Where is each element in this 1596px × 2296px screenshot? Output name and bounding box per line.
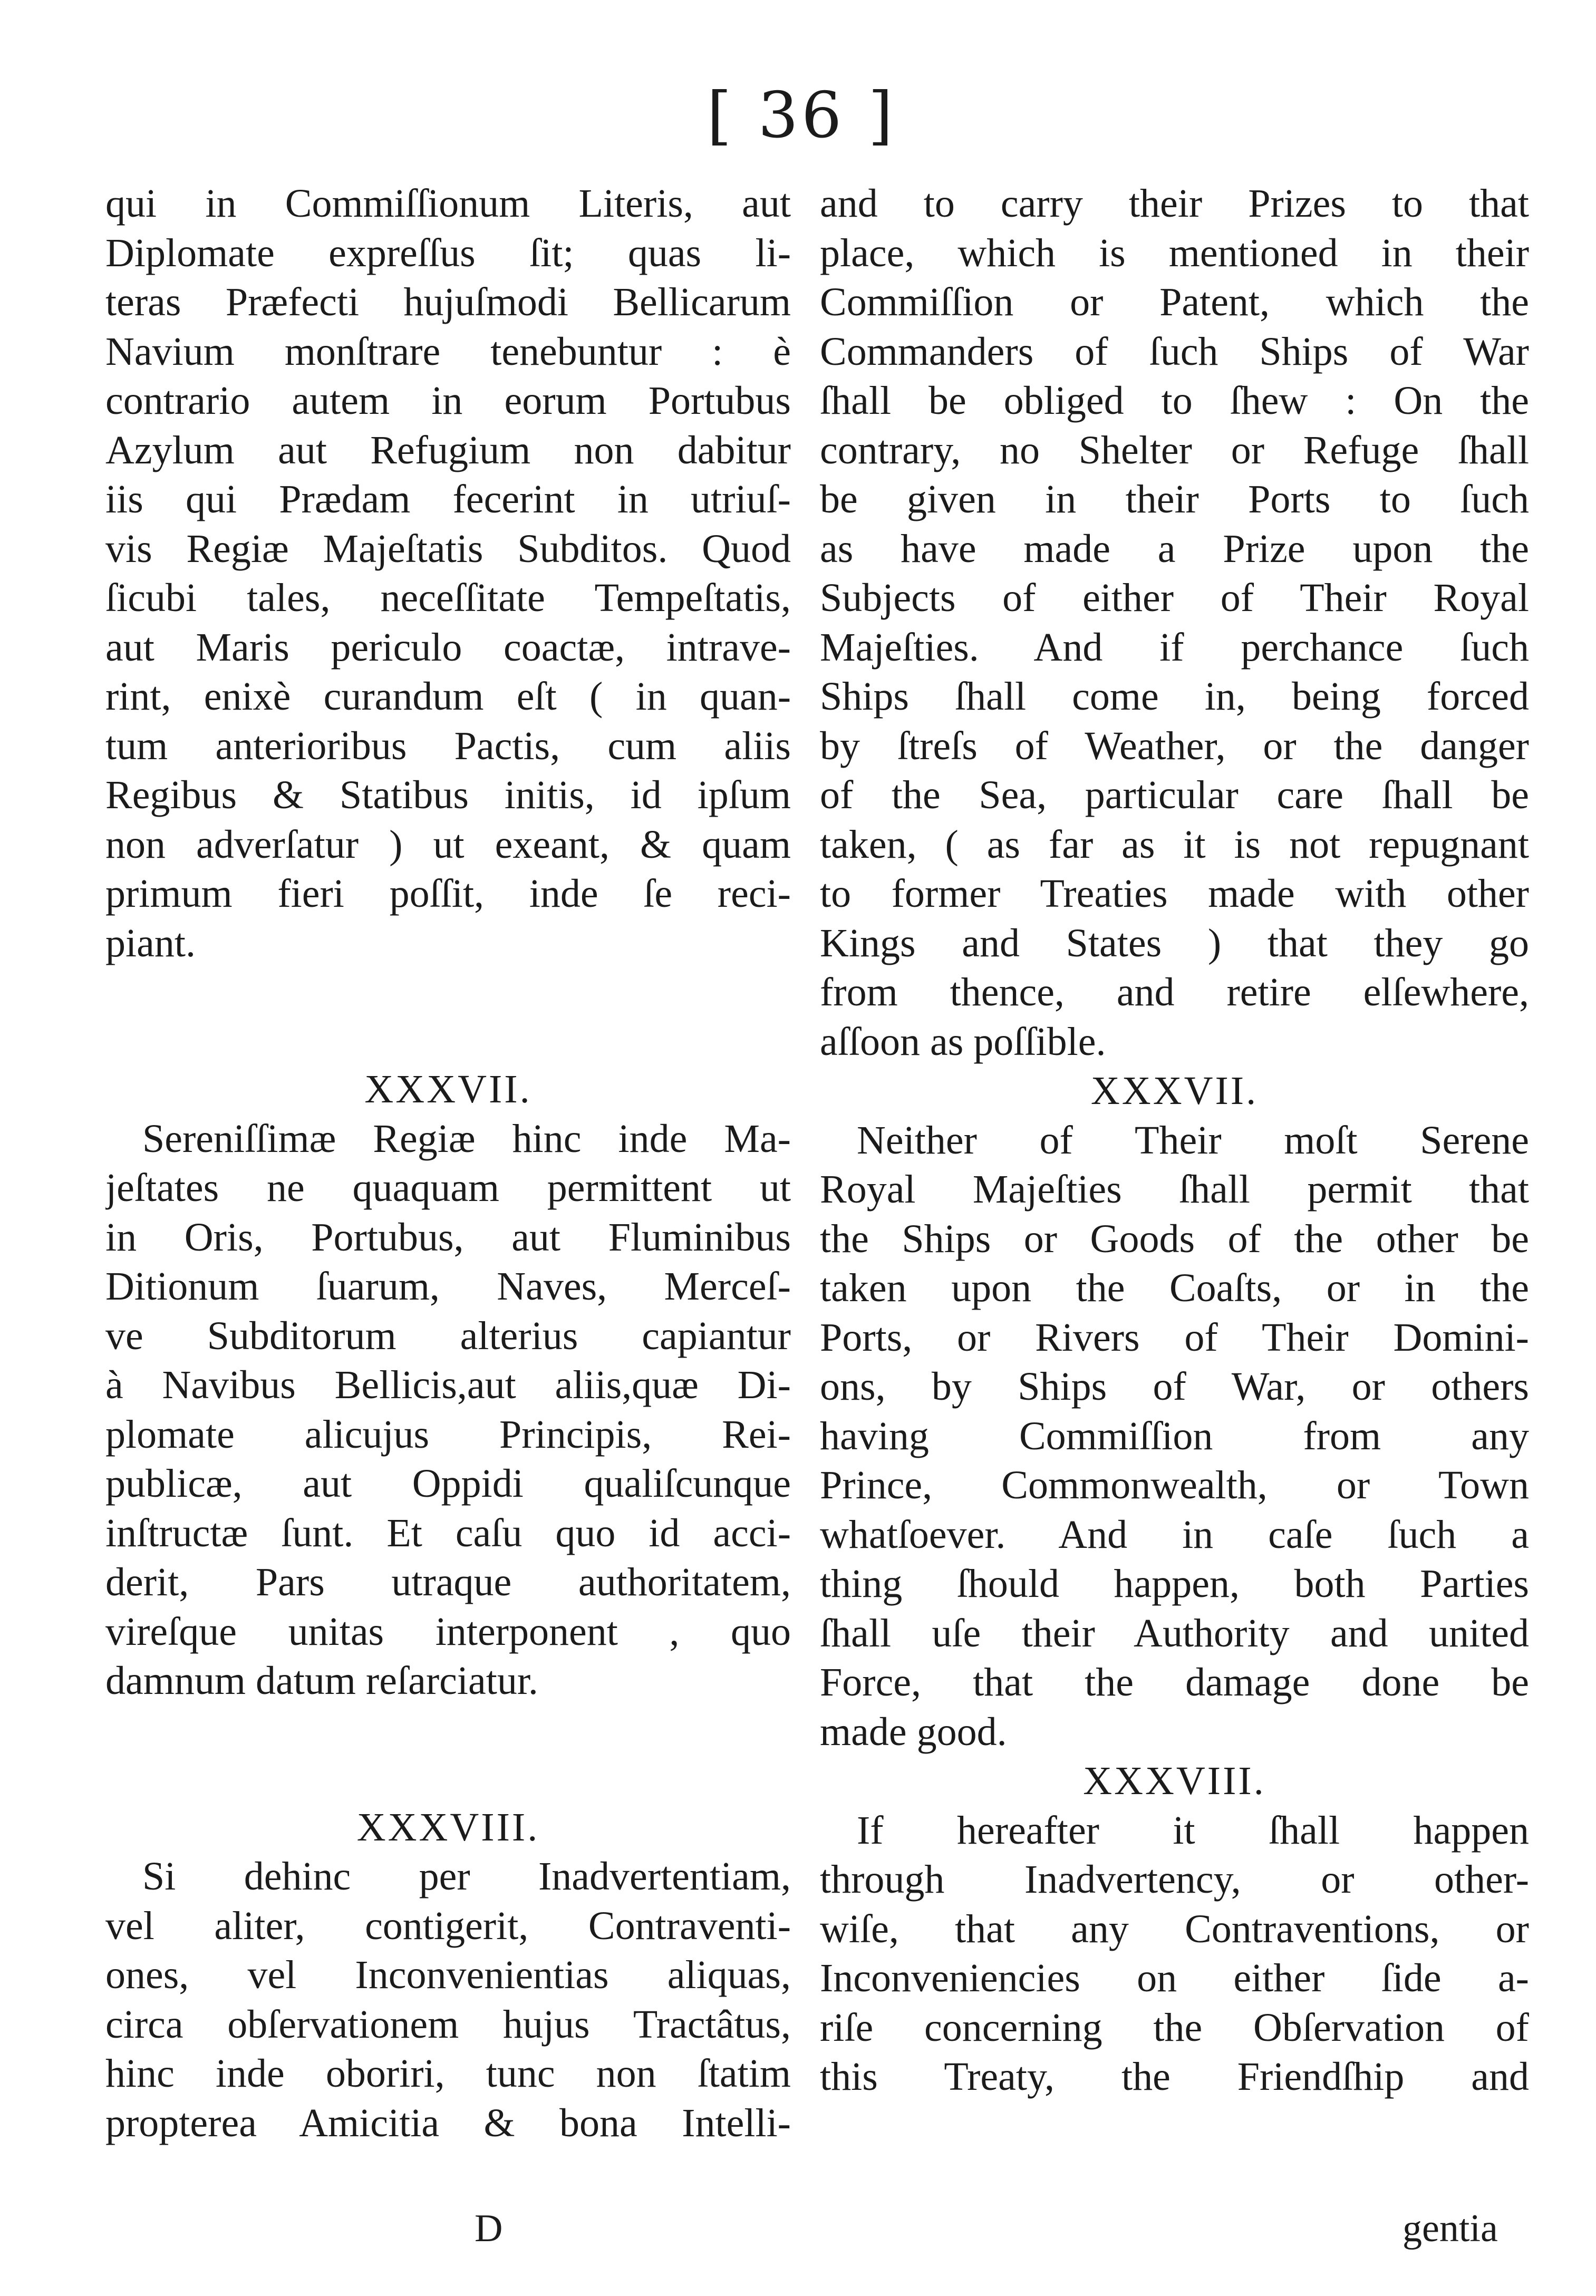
text-line: propterea Amicitia & bona Intelli- bbox=[105, 2100, 791, 2145]
text-line: having Commiſſion from any bbox=[820, 1413, 1529, 1458]
catchword: gentia bbox=[1402, 2207, 1498, 2250]
page-number: [ 36 ] bbox=[707, 79, 896, 152]
english-paragraph-3 bbox=[820, 1806, 1529, 2102]
english-column bbox=[820, 179, 1529, 2102]
text-line: the Ships or Goods of the other be bbox=[820, 1216, 1529, 1261]
text-line: damnum datum reſarciatur. bbox=[105, 1659, 538, 1703]
text-line: qui in Commiſſionum Literis, aut bbox=[105, 181, 791, 226]
text-line: jeſtates ne quaquam permittent ut bbox=[105, 1166, 791, 1210]
text-line: hinc inde oboriri, tunc non ſtatim bbox=[105, 2051, 791, 2096]
text-line: ſhall be obliged to ſhew : On the bbox=[820, 379, 1529, 423]
text-line: in Oris, Portubus, aut Fluminibus bbox=[105, 1215, 791, 1260]
section-heading-xxxvii: XXXVII. bbox=[364, 1067, 532, 1111]
text-line: Azylum aut Refugium non dabitur bbox=[105, 428, 791, 472]
section-heading-xxxvii: XXXVII. bbox=[1090, 1069, 1259, 1113]
english-paragraph-2 bbox=[820, 1116, 1529, 1757]
text-line: vireſque unitas interponent , quo bbox=[105, 1609, 791, 1654]
text-line: by ſtreſs of Weather, or the danger bbox=[820, 723, 1529, 768]
text-line: Force, that the damage done be bbox=[820, 1660, 1529, 1704]
text-line: Sereniſſimæ Regiæ hinc inde Ma- bbox=[142, 1116, 791, 1161]
latin-column bbox=[105, 179, 791, 2148]
text-line: Regibus & Statibus initis, id ipſum bbox=[105, 773, 791, 817]
text-line: piant. bbox=[105, 921, 196, 965]
text-line: made good. bbox=[820, 1709, 1007, 1754]
text-line: through Inadvertency, or other- bbox=[820, 1857, 1529, 1902]
text-line: ſicubi tales, neceſſitate Tempeſtatis, bbox=[105, 576, 791, 620]
text-line: Si dehinc per Inadvertentiam, bbox=[142, 1854, 791, 1898]
text-line: contrario autem in eorum Portubus bbox=[105, 379, 791, 423]
text-line: vel aliter, contigerit, Contraventi- bbox=[105, 1903, 791, 1948]
text-line: Commanders of ſuch Ships of War bbox=[820, 329, 1529, 374]
text-line: place, which is mentioned in their bbox=[820, 230, 1529, 275]
text-line: wiſe, that any Contraventions, or bbox=[820, 1906, 1529, 1951]
text-line: of the Sea, particular care ſhall be bbox=[820, 773, 1529, 817]
text-line: Neither of Their moſt Serene bbox=[857, 1118, 1529, 1162]
text-line: aſſoon as poſſible. bbox=[820, 1019, 1106, 1064]
text-line: teras Præfecti hujuſmodi Bellicarum bbox=[105, 280, 791, 324]
english-paragraph-1 bbox=[820, 179, 1529, 1067]
section-heading-xxxviii: XXXVIII. bbox=[356, 1805, 540, 1849]
text-line: vis Regiæ Majeſtatis Subditos. Quod bbox=[105, 526, 791, 571]
text-line: Ditionum ſuarum, Naves, Merceſ- bbox=[105, 1264, 791, 1309]
text-line: Commiſſion or Patent, which the bbox=[820, 280, 1529, 324]
text-line: iis qui Prædam fecerint in utriuſ- bbox=[105, 477, 791, 521]
latin-paragraph-2 bbox=[105, 1115, 791, 1706]
text-line: derit, Pars utraque authoritatem, bbox=[105, 1560, 791, 1604]
text-line: Kings and States ) that they go bbox=[820, 921, 1529, 965]
text-line: inſtructæ ſunt. Et caſu quo id acci- bbox=[105, 1510, 791, 1555]
text-line: taken, ( as far as it is not repugnant bbox=[820, 822, 1529, 867]
text-line: Diplomate expreſſus ſit; quas li- bbox=[105, 230, 791, 275]
text-line: from thence, and retire elſewhere, bbox=[820, 970, 1529, 1014]
text-line: Majeſties. And if perchance ſuch bbox=[820, 625, 1529, 670]
text-line: to former Treaties made with other bbox=[820, 871, 1529, 916]
text-line: tum anterioribus Pactis, cum aliis bbox=[105, 723, 791, 768]
text-line: as have made a Prize upon the bbox=[820, 526, 1529, 571]
text-line: aut Maris periculo coactæ, intrave- bbox=[105, 625, 791, 670]
text-line: non adverſatur ) ut exeant, & quam bbox=[105, 822, 791, 867]
text-line: Prince, Commonwealth, or Town bbox=[820, 1463, 1529, 1507]
text-line: ones, vel Inconvenientias aliquas, bbox=[105, 1953, 791, 1997]
text-line: Royal Majeſties ſhall permit that bbox=[820, 1167, 1529, 1212]
text-line: ſhall uſe their Authority and united bbox=[820, 1611, 1529, 1655]
text-line: Navium monſtrare tenebuntur : è bbox=[105, 329, 791, 374]
text-line: plomate alicujus Principis, Rei- bbox=[105, 1412, 791, 1457]
text-line: be given in their Ports to ſuch bbox=[820, 477, 1529, 521]
text-line: Inconveniencies on either ſide a- bbox=[820, 1956, 1529, 2000]
text-line: and to carry their Prizes to that bbox=[820, 181, 1529, 226]
signature-mark: D bbox=[475, 2207, 503, 2250]
latin-paragraph-3 bbox=[105, 1852, 791, 2148]
text-line: publicæ, aut Oppidi qualiſcunque bbox=[105, 1461, 791, 1506]
text-line: circa obſervationem hujus Tractâtus, bbox=[105, 2002, 791, 2047]
text-line: Ports, or Rivers of Their Domini- bbox=[820, 1315, 1529, 1360]
text-line: primum fieri poſſit, inde ſe reci- bbox=[105, 871, 791, 916]
text-line: this Treaty, the Friendſhip and bbox=[820, 2055, 1529, 2099]
text-line: rint, enixè curandum eſt ( in quan- bbox=[105, 674, 791, 719]
text-line: contrary, no Shelter or Refuge ſhall bbox=[820, 428, 1529, 472]
text-line: riſe concerning the Obſervation of bbox=[820, 2005, 1529, 2050]
text-line: whatſoever. And in caſe ſuch a bbox=[820, 1512, 1529, 1557]
text-line: Subjects of either of Their Royal bbox=[820, 576, 1529, 620]
text-line: If hereafter it ſhall happen bbox=[857, 1808, 1529, 1853]
latin-paragraph-1 bbox=[105, 179, 791, 968]
text-line: ve Subditorum alterius capiantur bbox=[105, 1313, 791, 1358]
section-heading-xxxviii: XXXVIII. bbox=[1083, 1759, 1266, 1803]
text-line: thing ſhould happen, both Parties bbox=[820, 1562, 1529, 1606]
text-line: taken upon the Coaſts, or in the bbox=[820, 1266, 1529, 1310]
text-line: ons, by Ships of War, or others bbox=[820, 1364, 1529, 1409]
text-line: à Navibus Bellicis,aut aliis,quæ Di- bbox=[105, 1363, 791, 1407]
text-line: Ships ſhall come in, being forced bbox=[820, 674, 1529, 719]
